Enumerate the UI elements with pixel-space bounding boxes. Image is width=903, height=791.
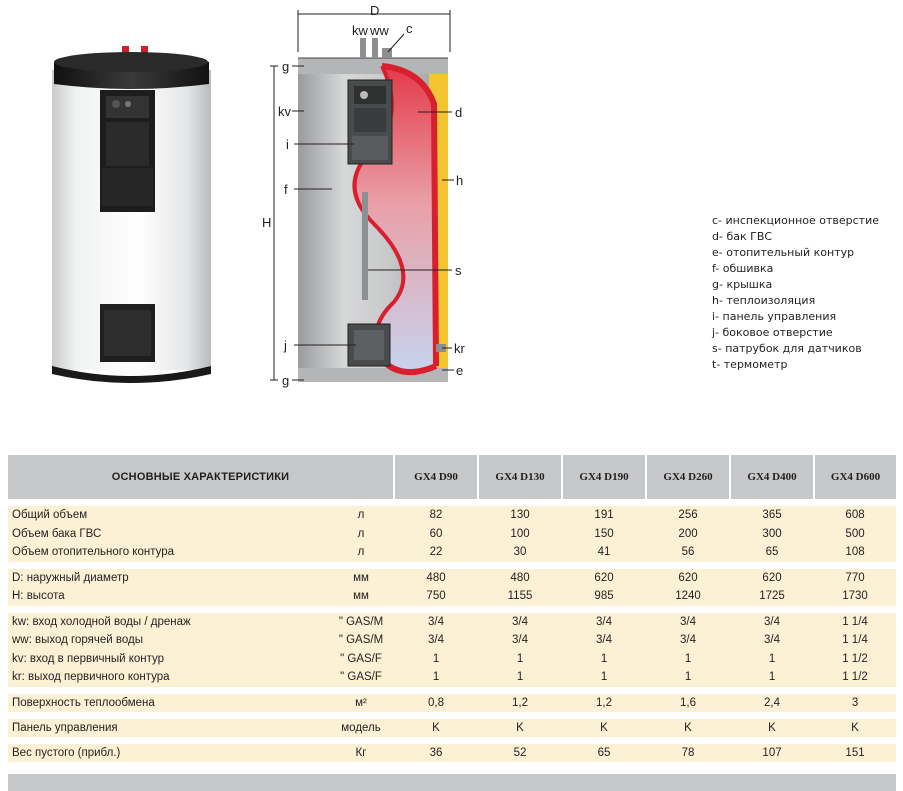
row-value: 750 [426, 590, 446, 603]
row-value: 1 [684, 652, 692, 665]
row-value: 1 [432, 652, 440, 665]
header-model: GX4 D260 [646, 455, 730, 499]
row-value: 1 [768, 671, 776, 684]
table-row [8, 668, 896, 687]
row-value: K [432, 721, 440, 734]
row-unit: Кг [355, 746, 367, 759]
row-value: 3/4 [596, 634, 613, 647]
row-gap [8, 499, 896, 506]
row-unit: " GAS/F [340, 671, 382, 684]
table-row [8, 569, 896, 588]
row-value: 1 [516, 671, 524, 684]
row-value: 500 [845, 527, 865, 540]
row-value: 82 [429, 509, 443, 522]
label-e: e [456, 363, 464, 378]
row-value: 1240 [675, 590, 701, 603]
legend-item: g- крышка [712, 278, 773, 291]
row-value: 770 [845, 571, 865, 584]
row-value: 150 [594, 527, 614, 540]
row-value: 1 1/4 [842, 634, 868, 647]
row-unit: мм [353, 571, 369, 584]
legend-item: f- обшивка [712, 262, 774, 275]
row-name: Поверхность теплообмена [12, 696, 155, 709]
row-value: 480 [510, 571, 530, 584]
row-value: 3/4 [428, 634, 445, 647]
row-value: 200 [678, 527, 698, 540]
boiler-diagram [244, 0, 480, 400]
label-kw: kw [352, 23, 368, 38]
row-unit: " GAS/M [338, 615, 384, 628]
row-value: 65 [765, 546, 779, 559]
row-value: 1,2 [596, 696, 613, 709]
row-value: 3/4 [428, 615, 445, 628]
row-value: 100 [510, 527, 530, 540]
row-gap [8, 712, 896, 719]
row-value: 2,4 [764, 696, 781, 709]
row-value: 108 [845, 546, 865, 559]
row-value: 3/4 [512, 615, 529, 628]
row-value: 985 [594, 590, 614, 603]
row-value: 151 [845, 746, 865, 759]
row-value: K [684, 721, 692, 734]
table-row [8, 613, 896, 632]
row-unit: л [357, 527, 365, 540]
row-unit: л [357, 509, 365, 522]
row-value: 191 [594, 509, 614, 522]
row-name: ww: выход горячей воды [12, 634, 143, 647]
table-row [8, 631, 896, 650]
row-value: K [600, 721, 608, 734]
table-footer-bar [8, 774, 896, 791]
label-d: d [455, 105, 463, 120]
row-value: K [768, 721, 776, 734]
label-i: i [286, 137, 289, 152]
header-title: ОСНОВНЫЕ ХАРАКТЕРИСТИКИ [8, 455, 394, 499]
row-value: 3/4 [680, 634, 697, 647]
row-value: 300 [762, 527, 782, 540]
row-value: 1 [684, 671, 692, 684]
table-row [8, 744, 896, 762]
row-gap [8, 687, 896, 694]
legend-item: t- термометр [712, 358, 788, 371]
row-value: 3/4 [596, 615, 613, 628]
row-value: 22 [429, 546, 443, 559]
row-name: Объем отопительного контура [12, 546, 175, 559]
specs-table [8, 455, 896, 762]
row-gap [8, 562, 896, 569]
row-value: 3/4 [680, 615, 697, 628]
row-value: 1,6 [680, 696, 697, 709]
label-c: c [406, 21, 413, 36]
row-value: 1 1/2 [842, 652, 868, 665]
table-row [8, 694, 896, 712]
legend-item: s- патрубок для датчиков [712, 342, 862, 355]
label-kr: kr [454, 341, 465, 356]
table-row [8, 506, 896, 525]
row-value: 480 [426, 571, 446, 584]
row-name: Вес пустого (прибл.) [12, 746, 121, 759]
boiler-photo [44, 40, 219, 390]
row-value: 1725 [759, 590, 785, 603]
label-s: s [455, 263, 462, 278]
table-row [8, 543, 896, 562]
table-row [8, 719, 896, 737]
row-gap [8, 737, 896, 744]
label-D: D [370, 3, 380, 18]
row-name: kw: вход холодной воды / дренаж [12, 615, 191, 628]
row-value: 620 [762, 571, 782, 584]
header-model: GX4 D600 [814, 455, 896, 499]
label-H: H [262, 215, 272, 230]
row-value: 36 [429, 746, 443, 759]
table-row [8, 650, 896, 669]
row-value: 1730 [842, 590, 868, 603]
label-kv: kv [278, 104, 291, 119]
row-value: 56 [681, 546, 695, 559]
row-name: D: наружный диаметр [12, 571, 129, 584]
row-value: 1 [600, 652, 608, 665]
row-value: 608 [845, 509, 865, 522]
row-value: 30 [513, 546, 527, 559]
row-name: Общий объем [12, 509, 88, 522]
row-value: 365 [762, 509, 782, 522]
row-value: 256 [678, 509, 698, 522]
row-unit: м² [355, 696, 367, 709]
legend-item: i- панель управления [712, 310, 837, 323]
row-value: 65 [597, 746, 611, 759]
row-value: 107 [762, 746, 782, 759]
row-value: 3/4 [512, 634, 529, 647]
row-value: K [851, 721, 859, 734]
label-h: h [456, 173, 464, 188]
legend-item: j- боковое отверстие [712, 326, 833, 339]
row-value: 41 [597, 546, 611, 559]
row-value: 1 [768, 652, 776, 665]
header-model: GX4 D90 [394, 455, 478, 499]
header-model: GX4 D400 [730, 455, 814, 499]
table-row [8, 587, 896, 606]
label-g-bottom: g [282, 373, 290, 388]
row-name: Объем бака ГВС [12, 527, 102, 540]
row-value: 1 1/2 [842, 671, 868, 684]
header-model: GX4 D190 [562, 455, 646, 499]
row-value: 1 [516, 652, 524, 665]
label-ww: ww [370, 23, 389, 38]
row-value: 78 [681, 746, 695, 759]
row-value: 1 [600, 671, 608, 684]
row-value: 620 [594, 571, 614, 584]
legend [712, 213, 900, 373]
row-value: 3 [851, 696, 859, 709]
row-gap [8, 606, 896, 613]
row-name: Панель управления [12, 721, 118, 734]
row-value: 1155 [507, 590, 533, 603]
table-row [8, 525, 896, 544]
legend-item: h- теплоизоляция [712, 294, 816, 307]
row-value: 0,8 [428, 696, 445, 709]
row-value: 620 [678, 571, 698, 584]
row-unit: модель [341, 721, 381, 734]
row-value: 1 1/4 [842, 615, 868, 628]
row-unit: " GAS/M [338, 634, 384, 647]
label-j: j [284, 338, 287, 353]
row-value: 60 [429, 527, 443, 540]
row-unit: " GAS/F [340, 652, 382, 665]
legend-item: c- инспекционное отверстие [712, 214, 879, 227]
table-header [8, 455, 896, 499]
row-value: 1,2 [512, 696, 529, 709]
row-name: kr: выход первичного контура [12, 671, 170, 684]
legend-item: d- бак ГВС [712, 230, 773, 243]
row-value: 130 [510, 509, 530, 522]
row-name: H: высота [12, 590, 65, 603]
row-name: kv: вход в первичный контур [12, 652, 165, 665]
legend-item: e- отопительный контур [712, 246, 855, 259]
label-f: f [284, 182, 288, 197]
row-value: 3/4 [764, 615, 781, 628]
row-value: 3/4 [764, 634, 781, 647]
header-model: GX4 D130 [478, 455, 562, 499]
row-value: 52 [513, 746, 527, 759]
label-g-top: g [282, 59, 290, 74]
row-unit: мм [353, 590, 369, 603]
row-value: K [516, 721, 524, 734]
row-value: 1 [432, 671, 440, 684]
row-unit: л [357, 546, 365, 559]
